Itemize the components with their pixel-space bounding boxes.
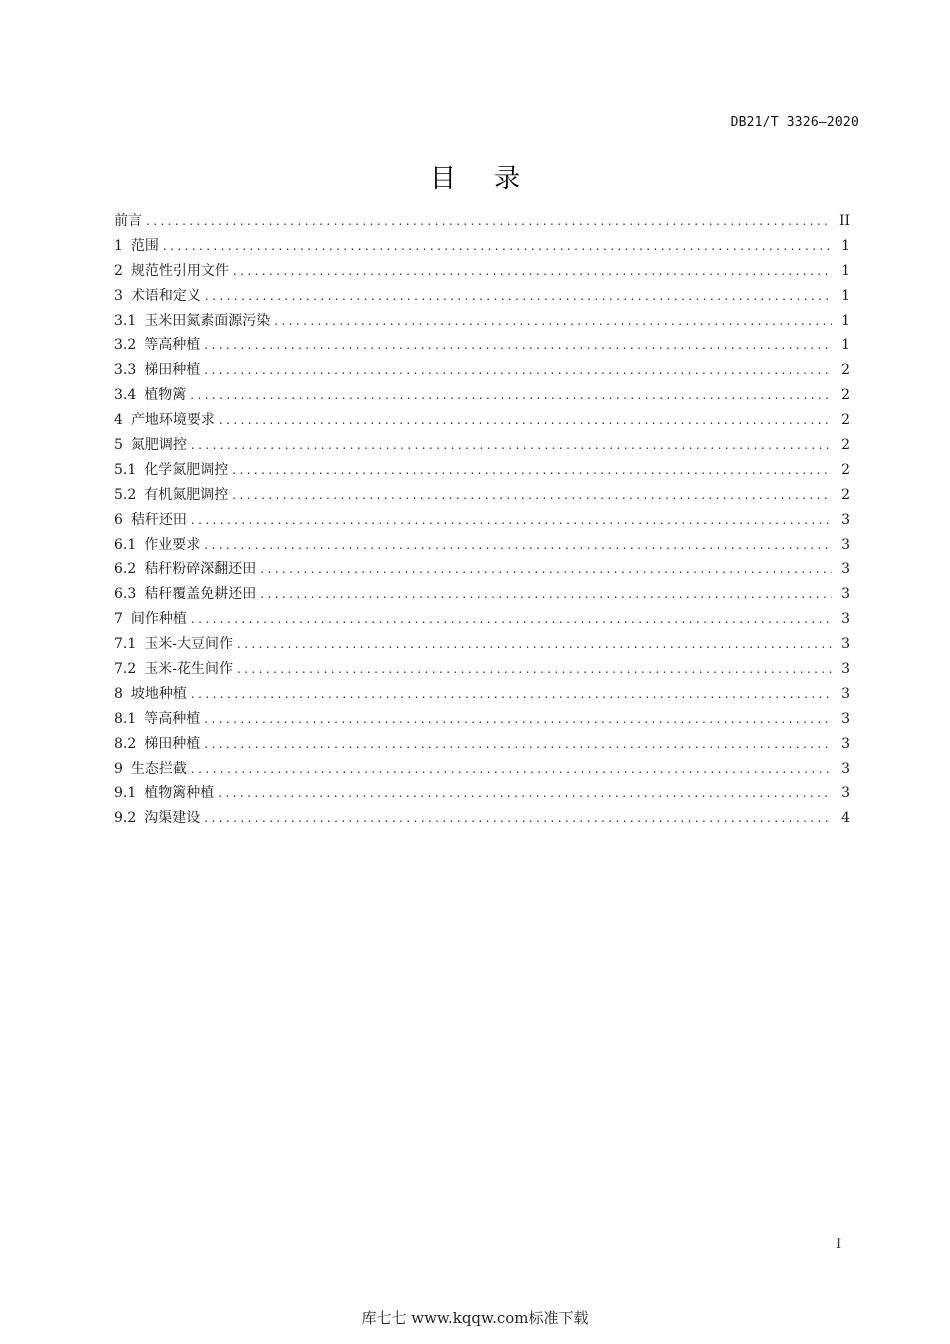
toc-entry[interactable] <box>114 358 850 383</box>
toc-entry-label: 作业要求 <box>144 536 201 553</box>
toc-entry-label: 术语和定义 <box>130 287 201 304</box>
toc-entry-page: 3 <box>841 760 850 777</box>
toc-leader-dots <box>219 408 832 433</box>
toc-entry-label: 规范性引用文件 <box>130 262 229 279</box>
toc-leader-dots <box>204 707 832 732</box>
toc-leader-dots <box>233 259 832 284</box>
toc-entry-number: 6.1 <box>114 536 137 553</box>
toc-entry[interactable] <box>114 707 850 732</box>
toc-entry-number: 6 <box>114 511 123 528</box>
toc-entry-page: 1 <box>841 287 850 304</box>
toc-entry[interactable] <box>114 582 850 607</box>
toc-entry-label: 产地环境要求 <box>130 412 215 429</box>
toc-leader-dots <box>191 508 832 533</box>
toc-leader-dots <box>232 458 832 483</box>
toc-entry-label: 秸秆覆盖免耕还田 <box>144 586 257 603</box>
toc-entry[interactable] <box>114 607 850 632</box>
toc-entry[interactable] <box>114 383 850 408</box>
toc-leader-dots <box>190 383 832 408</box>
toc-entry-label: 生态拦截 <box>130 760 187 777</box>
toc-entry-page: 3 <box>841 710 850 727</box>
toc-leader-dots <box>205 284 832 309</box>
toc-entry-page: II <box>838 213 850 229</box>
toc-entry-page: 2 <box>841 461 850 478</box>
toc-leader-dots <box>191 433 832 458</box>
toc-entry-page: 3 <box>841 661 850 678</box>
toc-entry[interactable] <box>114 259 850 284</box>
toc-entry-page: 2 <box>841 437 850 454</box>
toc-leader-dots <box>260 557 832 582</box>
toc-entry-page: 1 <box>841 337 850 354</box>
toc-entry-number: 5 <box>114 437 123 454</box>
toc-entry-label: 范围 <box>130 237 159 254</box>
toc-entry-label: 植物篱 <box>144 387 187 404</box>
toc-entry-label: 间作种植 <box>130 611 187 628</box>
toc-entry-number: 2 <box>114 262 123 279</box>
toc-entry-number: 7.2 <box>114 661 137 678</box>
toc-entry[interactable] <box>114 508 850 533</box>
toc-entry[interactable] <box>114 333 850 358</box>
toc-entry-page: 3 <box>841 611 850 628</box>
toc-entry[interactable] <box>114 557 850 582</box>
toc-entry-number: 3.4 <box>114 387 137 404</box>
toc-entry-number: 3.3 <box>114 362 137 379</box>
toc-entry[interactable] <box>114 632 850 657</box>
toc-entry-label: 秸秆还田 <box>130 511 187 528</box>
toc-entry-label: 前言 <box>114 213 142 229</box>
toc-entry-page: 1 <box>841 262 850 279</box>
toc-entry[interactable] <box>114 433 850 458</box>
toc-leader-dots <box>204 732 832 757</box>
toc-entry-number: 8.1 <box>114 710 137 727</box>
toc-entry-number: 4 <box>114 412 123 429</box>
toc-leader-dots <box>146 209 832 234</box>
toc-entry-page: 3 <box>841 636 850 653</box>
toc-entry-number: 8.2 <box>114 735 137 752</box>
toc-entry-number: 5.2 <box>114 486 137 503</box>
toc-entry-label: 沟渠建设 <box>144 810 201 827</box>
toc-leader-dots <box>237 632 832 657</box>
toc-entry[interactable] <box>114 458 850 483</box>
toc-entry-number: 3 <box>114 287 123 304</box>
toc-entry[interactable] <box>114 234 850 259</box>
toc-leader-dots <box>204 806 832 831</box>
toc-entry-label: 植物篱种植 <box>144 785 215 802</box>
toc-leader-dots <box>204 533 832 558</box>
toc-entry-number: 6.2 <box>114 561 137 578</box>
toc-entry-number: 5.1 <box>114 461 137 478</box>
toc-leader-dots <box>191 607 832 632</box>
toc-title: 目录 <box>429 164 558 194</box>
toc-entry-label: 氮肥调控 <box>130 437 187 454</box>
toc-entry-label: 等高种植 <box>144 337 201 354</box>
toc-entry-page: 3 <box>841 685 850 702</box>
toc-leader-dots <box>163 234 832 259</box>
toc-entry-number: 9.2 <box>114 810 137 827</box>
toc-entry-page: 2 <box>841 486 850 503</box>
toc-entry[interactable] <box>114 732 850 757</box>
toc-entry[interactable] <box>114 806 850 831</box>
toc-entry-page: 3 <box>841 785 850 802</box>
toc-entry-page: 2 <box>841 362 850 379</box>
toc-entry-label: 坡地种植 <box>130 685 187 702</box>
toc-leader-dots <box>191 682 832 707</box>
toc-entry[interactable] <box>114 483 850 508</box>
toc-entry-number: 7 <box>114 611 123 628</box>
toc-entry-page: 2 <box>841 412 850 429</box>
toc-entry-page: 3 <box>841 735 850 752</box>
toc-leader-dots <box>191 757 832 782</box>
toc-entry-number: 3.2 <box>114 337 137 354</box>
toc-entry[interactable] <box>114 533 850 558</box>
toc-entry-number: 6.3 <box>114 586 137 603</box>
toc-leader-dots <box>204 358 832 383</box>
toc-entry-label: 梯田种植 <box>144 735 201 752</box>
toc-leader-dots <box>204 333 832 358</box>
watermark-text: 库七七 www.kqqw.com标准下载 <box>361 1309 589 1327</box>
toc-entry-number: 8 <box>114 685 123 702</box>
toc-entry-label: 有机氮肥调控 <box>144 486 229 503</box>
toc-entry-number: 3.1 <box>114 312 137 329</box>
toc-entry[interactable] <box>114 781 850 806</box>
toc-entry[interactable] <box>114 657 850 682</box>
page-number: I <box>836 1237 842 1252</box>
standard-code: DB21/T 3326—2020 <box>730 115 859 130</box>
toc-entry-label: 玉米-花生间作 <box>144 661 233 678</box>
toc-entry[interactable] <box>114 284 850 309</box>
toc-entry[interactable] <box>114 309 850 334</box>
toc-entry-page: 4 <box>841 810 850 827</box>
toc-entry-label: 玉米田氮素面源污染 <box>144 312 271 329</box>
toc-entry-page: 3 <box>841 561 850 578</box>
toc-entry-label: 秸秆粉碎深翻还田 <box>144 561 257 578</box>
toc-entry[interactable] <box>114 209 850 234</box>
toc-entry-page: 1 <box>841 237 850 254</box>
toc-leader-dots <box>260 582 832 607</box>
toc-entry-page: 3 <box>841 511 850 528</box>
toc-entry-label: 梯田种植 <box>144 362 201 379</box>
toc-entry-label: 玉米-大豆间作 <box>144 636 233 653</box>
toc-leader-dots <box>218 781 832 806</box>
toc-leader-dots <box>232 483 832 508</box>
toc-entry-page: 3 <box>841 586 850 603</box>
toc-entry[interactable] <box>114 408 850 433</box>
toc-entry-number: 9 <box>114 760 123 777</box>
toc-entry-label: 化学氮肥调控 <box>144 461 229 478</box>
toc-entry-page: 1 <box>841 312 850 329</box>
toc-entry[interactable] <box>114 682 850 707</box>
toc-entry-label: 等高种植 <box>144 710 201 727</box>
toc-entry[interactable] <box>114 757 850 782</box>
toc-list <box>114 209 850 831</box>
toc-entry-number: 1 <box>114 237 123 254</box>
toc-entry-page: 2 <box>841 387 850 404</box>
toc-leader-dots <box>237 657 832 682</box>
toc-entry-number: 7.1 <box>114 636 137 653</box>
toc-leader-dots <box>274 309 832 334</box>
toc-entry-page: 3 <box>841 536 850 553</box>
toc-entry-number: 9.1 <box>114 785 137 802</box>
